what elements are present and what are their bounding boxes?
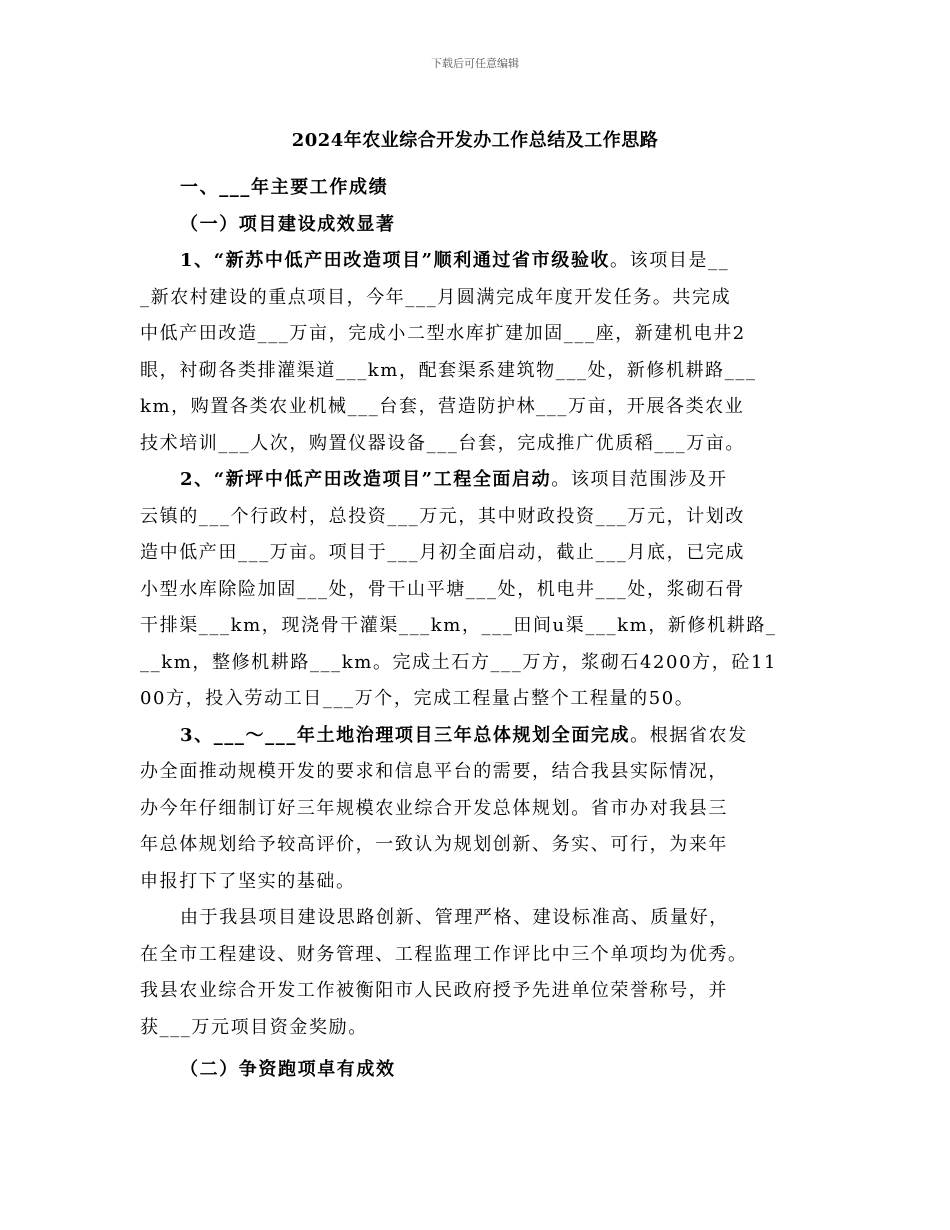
paragraph-lead: 3、___～___年土地治理项目三年总体规划全面完成 — [180, 724, 631, 746]
paragraph-lead: 2、“新坪中低产田改造项目”工程全面启动 — [180, 469, 552, 490]
document-title: 2024年农业综合开发办工作总结及工作思路 — [291, 130, 659, 151]
page-header: 下载后可任意编辑 — [431, 57, 519, 70]
paragraph-line: 我县农业综合开发工作被衡阳市人民政府授予先进单位荣誉称号，并 — [140, 980, 728, 1001]
section-heading-1: 一、___年主要工作成绩 — [180, 177, 389, 198]
paragraph-1 — [140, 243, 812, 462]
paragraph-line: 在全市工程建设、财务管理、工程监理工作评比中三个单项均为优秀。 — [140, 943, 748, 965]
paragraph-line: 年总体规划给予较高评价，一致认为规划创新、务实、可行，为来年 — [140, 834, 728, 855]
paragraph-line: _新农村建设的重点项目，今年___月圆满完成年度开发任务。共完成 — [140, 286, 732, 308]
paragraph-line: 中低产田改造___万亩，完成小二型水库扩建加固___座，新建机电井2 — [140, 323, 746, 344]
paragraph-line: 云镇的___个行政村，总投资___万元，其中财政投资___万元，计划改 — [140, 505, 745, 527]
paragraph-line: 干排渠___km，现浇骨干灌渠___km，___田间u渠___km，新修机耕路_ — [140, 615, 777, 636]
paragraph-line: 眼，衬砌各类排灌渠道___km，配套渠系建筑物___处，新修机耕路___ — [140, 359, 757, 381]
subsection-heading-1: （一）项目建设成效显著 — [180, 213, 396, 235]
paragraph-line: __km，整修机耕路___km。完成土石方___万方，浆砌石4200方，砼11 — [140, 651, 778, 673]
paragraph-text: 。根据省农发 — [630, 724, 748, 746]
subsection-heading-2: （二）争资跑项卓有成效 — [180, 1059, 396, 1080]
paragraph-line: 获___万元项目资金奖励。 — [140, 1016, 368, 1038]
paragraph-4 — [140, 900, 812, 1046]
paragraph-line: 小型水库除险加固___处，骨干山平塘___处，机电井___处，浆砌石骨 — [140, 578, 745, 600]
paragraph-line — [140, 718, 812, 755]
paragraph-line: 申报打下了坚实的基础。 — [140, 870, 356, 892]
paragraph-lead: 1、“新苏中低产田改造项目”顺利通过省市级验收 — [180, 250, 611, 271]
paragraph-line — [140, 462, 812, 499]
paragraph-line: 办今年仔细制订好三年规模农业综合开发总体规划。省市办对我县三 — [140, 797, 728, 819]
paragraph-text: 。该项目范围涉及开 — [551, 469, 728, 490]
document-body — [140, 170, 812, 1089]
paragraph-line — [140, 243, 812, 280]
paragraph-2 — [140, 462, 812, 718]
paragraph-line: 由于我县项目建设思路创新、管理严格、建设标准高、质量好， — [180, 907, 729, 928]
paragraph-3 — [140, 718, 812, 901]
paragraph-line: 造中低产田___万亩。项目于___月初全面启动，截止___月底，已完成 — [140, 542, 745, 563]
paragraph-line: 00方，投入劳动工日___万个，完成工程量占整个工程量的50。 — [140, 688, 695, 709]
paragraph-line: 办全面推动规模开发的要求和信息平台的需要，结合我县实际情况， — [140, 761, 728, 782]
paragraph-text: 。该项目是__ — [610, 250, 730, 271]
paragraph-line: km，购置各类农业机械___台套，营造防护林___万亩，开展各类农业 — [140, 396, 745, 417]
paragraph-line: 技术培训___人次，购置仪器设备___台套，完成推广优质稻___万亩。 — [140, 432, 745, 454]
